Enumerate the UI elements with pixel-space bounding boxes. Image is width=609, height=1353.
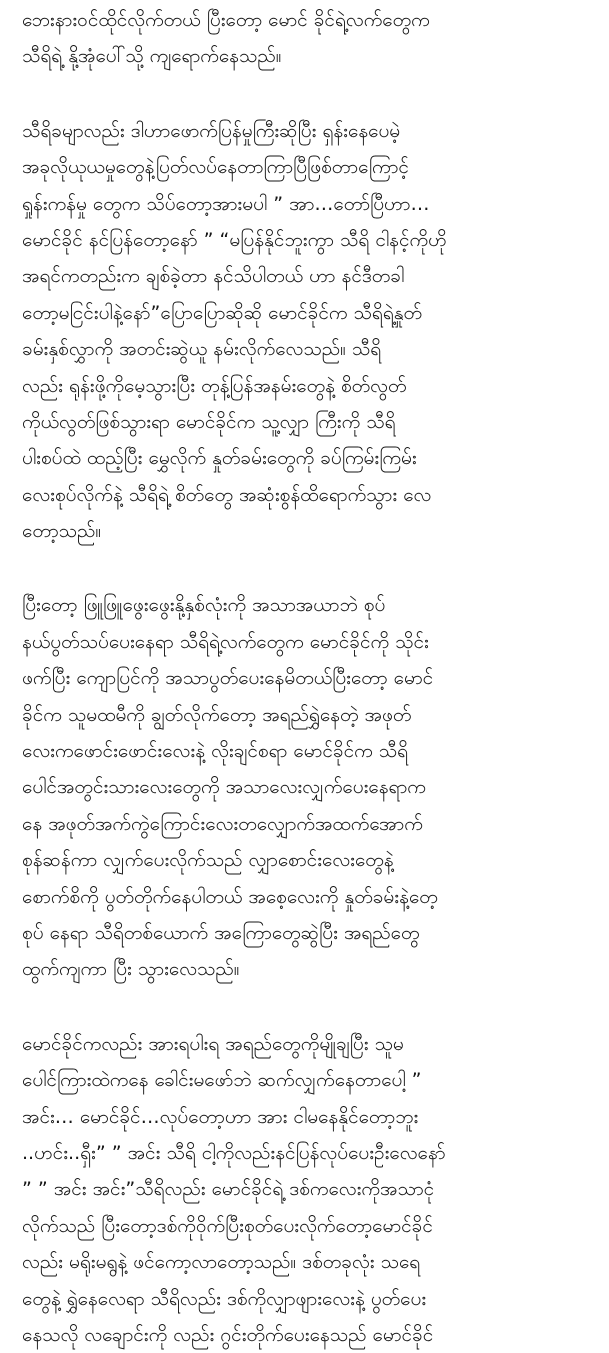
text-line: ဘေးနားဝင်ထိုင်လိုက်တယ် ပြီးတော့ မောင် ခိုင်ရဲ့လက်တွေက	[22, 9, 430, 31]
text-line: စောက်စိကို ပွတ်တိုက်နေပါတယ် အစေ့လေးကို နှုတ်ခမ်းနဲ့တေ့	[22, 885, 438, 908]
text-line: နေသလို လချောင်းကို လည်း ဂွင်းတိုက်ပေးနေသည် မောင်ခိုင်	[22, 1323, 434, 1346]
text-line: သီရိခမျာလည်း ဒါဟာဖောက်ပြန်မှုကြီးဆိုပြီး ရှန်းနေပေမဲ့	[22, 119, 401, 142]
text-line: အရင်ကတည်းက ချစ်ခဲ့တာ နင်သိပါတယ် ဟာ နင်ဒီတခါ	[22, 265, 405, 288]
text-line: မောင်ခိုင်ကလည်း အားရပါးရ အရည်တွေကိုမျိုချပြီး သူမ	[22, 1032, 404, 1055]
text-line: ရှုန်းကန်မှု တွေက သိပ်တော့အားမပါ ” အာ…တော်ပြီဟာ…	[22, 192, 430, 215]
text-line: သီရိရဲ့ နို့အုံပေါ်သို့ ကျရောက်နေသည်။	[22, 45, 282, 68]
text-line: နေ အဖုတ်အက်ကွဲကြောင်းလေးတလျှောက်အထက်အောက်	[22, 812, 423, 835]
story-paragraph	[22, 587, 597, 987]
text-line: ကိုယ်လွတ်ဖြစ်သွားရာ မောင်ခိုင်က သူ့လျှာ ကြီးကို သီရိ	[22, 410, 396, 433]
text-line: ခိုင်က သူမထမီကို ချွတ်လိုက်တော့ အရည်ရွှဲနေတဲ့ အဖုတ်	[22, 703, 412, 726]
text-line: စုပ် နေရာ သီရိတစ်ယောက် အကြောတွေဆွဲပြီး အရည်တွေ	[22, 921, 420, 944]
text-line: နယ်ပွတ်သပ်ပေးနေရာ သီရိရဲ့လက်တွေက မောင်ခိုင်ကို သိုင်း	[22, 630, 429, 653]
text-line: ပြီးတော့ ဖြူဖြူဖွေးဖွေးနို့နှစ်လုံးကို အသာအယာဘဲ စုပ်	[22, 594, 386, 617]
text-line: တွေနဲ့ ရွှဲနေလေရာ သီရိလည်း ဒစ်ကိုလျှာဖျားလေးနဲ့ ပွတ်ပေး	[22, 1287, 427, 1310]
text-line: လည်း ရုန်းဖို့ကိုမေ့သွားပြီး တုန့်ပြန်အနမ်းတွေနဲ့ စိတ်လွတ်	[22, 374, 407, 397]
text-line: ..ဟင်း..ရှီး” ” အင်း သီရိ ငါ့ကိုလည်းနင်ပြန်လုပ်ပေးဦးလေနော်	[22, 1141, 446, 1164]
text-line: အခုလိုယုယမှုတွေနဲ့ပြတ်လပ်နေတာကြာပြီဖြစ်တာကြောင့်	[22, 156, 409, 179]
text-line: တော့သည်။	[22, 520, 102, 543]
story-paragraph	[22, 113, 597, 550]
text-line: အင်း… မောင်ခိုင်…လုပ်တော့ဟာ အား ငါမနေနိုင်တော့ဘူး	[22, 1105, 419, 1128]
text-line: လေးကဖောင်းဖောင်းလေးနဲ့ လိုးချင်စရာ မောင်ခိုင်က သီရိ	[22, 740, 409, 763]
story-paragraph	[22, 1026, 597, 1353]
story-paragraph	[22, 2, 597, 75]
text-line: စုန်ဆန်ကာ လျှက်ပေးလိုက်သည် လျှာစောင်းလေးတွေနဲ့	[22, 849, 394, 872]
text-line: တော့မငြင်းပါနဲ့နော်”ပြောပြောဆိုဆို မောင်ခိုင်က သီရိရဲ့နှုတ်	[22, 301, 423, 324]
text-line: ပေါင်အတွင်းသားလေးတွေကို အသာလေးလျှက်ပေးနေရာက	[22, 776, 426, 799]
text-line: မောင်ခိုင် နင်ပြန်တော့နော် ” “မပြန်နိုင်ဘူးကွာ သီရိ ငါနင့်ကိုဟို	[22, 228, 447, 251]
text-line: ” ” အင်း အင်း”သီရိလည်း မောင်ခိုင်ရဲ့ ဒစ်ကလေးကိုအသာငုံ	[22, 1178, 435, 1201]
text-line: ထွက်ကျကာ ပြီး သွားလေသည်။	[22, 958, 240, 981]
text-line: ခမ်းနှစ်လွှာကို အတင်းဆွဲယူ နမ်းလိုက်လေသည်။ သီရိ	[22, 338, 382, 361]
text-line: ပေါင်ကြားထဲကနေ ခေါင်းမဖော်ဘဲ ဆက်လျှက်နေတာပေါ့ ”	[22, 1069, 422, 1092]
text-line: လေးစုပ်လိုက်နဲ့ သီရိရဲ့ စိတ်တွေ အဆုံးစွန်ထိရောက်သွား လေ	[22, 483, 432, 506]
text-line: ပါးစပ်ထဲ ထည့်ပြီး မွှေလိုက် နှုတ်ခမ်းတွေကို ခပ်ကြမ်းကြမ်း	[22, 447, 417, 470]
text-line: လိုက်သည် ပြီးတော့ဒစ်ကိုဝိုက်ပြီးစုတ်ပေးလိုက်တော့မောင်ခိုင်	[22, 1214, 433, 1237]
text-line: ဖက်ပြီး ကျောပြင်ကို အသာပွတ်ပေးနေမိတယ်ပြီးတော့ မောင်	[22, 667, 434, 690]
text-line: လည်း မရိုးမရွနဲ့ ဖင်ကော့လာတော့သည်။ ဒစ်တခုလုံး သရေ	[22, 1251, 421, 1274]
